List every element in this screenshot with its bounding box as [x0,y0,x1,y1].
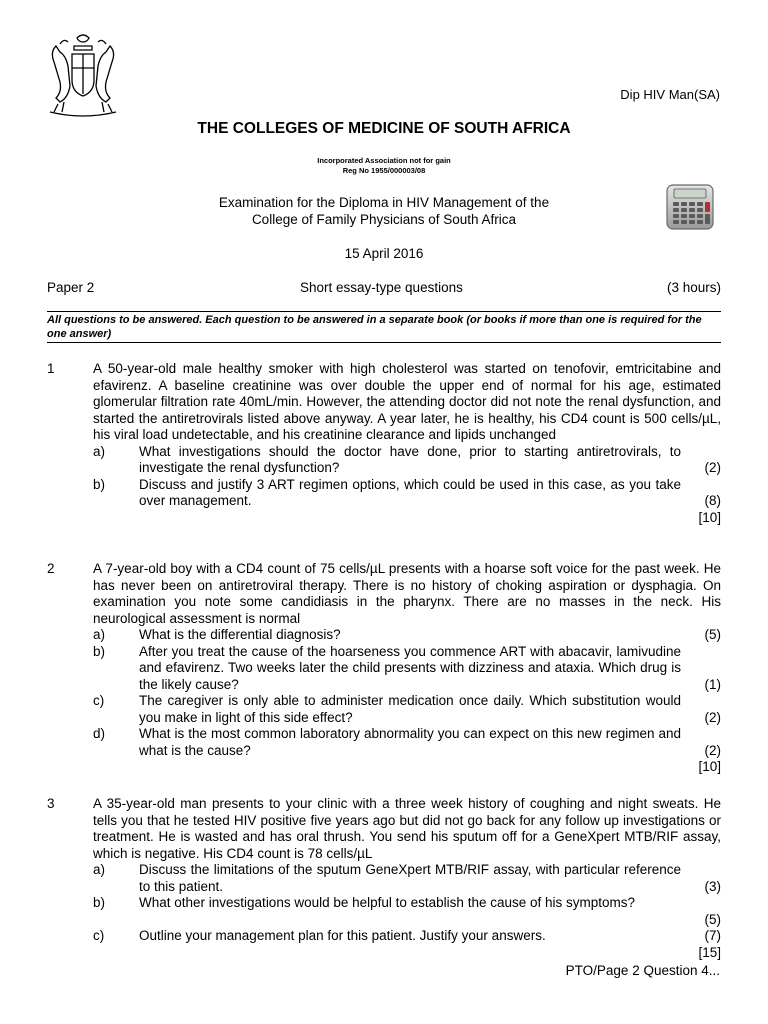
part-text: Discuss the limitations of the sputum GeneXpert MTB/RIF assay, with particular reference to this patient. [139,862,681,894]
question-1 [47,361,721,526]
exam-instructions: All questions to be answered. Each question to be answered in a separate book (or books if more than one is required for the one answer) [47,311,721,341]
paper-number: Paper 2 [47,280,95,295]
course-code: Dip HIV Man(SA) [620,87,720,102]
part-label: a) [93,862,106,877]
part-label: b) [93,895,106,910]
part-mark: (2) [704,742,721,758]
question-number: 1 [47,361,55,376]
part-label: a) [93,627,106,642]
instructions-divider [47,342,721,343]
question-stem: A 7-year-old boy with a CD4 count of 75 cells/µL presents with a hoarse soft voice for the past week. He has never been on antiretroviral therapy. There is no history of choking aspiration or dysphagia. On examination you note some candidiasis in the pharynx. There are no masses in the neck. His neurological assessment is normal [93,561,721,626]
question-total: [10] [698,759,721,774]
registration-number: Reg No 1955/000003/08 [342,166,426,175]
college-crest-logo [44,32,122,118]
incorporated-note: Incorporated Association not for gain [317,156,451,165]
part-text: The caregiver is only able to administer medication once daily. Which substitution would you make in light of this side effect? [139,693,681,725]
question-stem: A 35-year-old man presents to your clinic with a three week history of coughing and night sweats. He tells you that he tested HIV positive five years ago but did not go back for any follow up investigations or treatment. He is wasted and has oral thrush. You send his sputum off for a GeneXpert MTB/RIF assay, which is negative. His CD4 count is 78 cells/µL [93,796,721,861]
college-title: THE COLLEGES OF MEDICINE OF SOUTH AFRICA [197,120,571,137]
part-label: c) [93,693,105,708]
question-part [93,627,721,644]
question-3 [47,796,721,961]
exam-title-line2: College of Family Physicians of South Africa [251,212,517,227]
question-2 [47,561,721,776]
part-mark: (5) [704,911,721,927]
part-mark: (2) [704,460,721,475]
part-mark: (2) [704,709,721,725]
paper-duration: (3 hours) [666,280,721,295]
question-part [93,444,721,477]
part-text: After you treat the cause of the hoarseness you commence ART with abacavir, lamivudine and efavirenz. Two weeks later the child presents with dizziness and ataxia. Which drug is the likely cause? [139,643,681,692]
part-text: What is the most common laboratory abnormality you can expect on this new regimen and what is the cause? [139,726,681,758]
question-number: 2 [47,561,55,576]
part-text: What investigations should the doctor have done, prior to starting antiretrovirals, to investigate the renal dysfunction? [139,443,681,475]
exam-date: 15 April 2016 [344,246,424,261]
part-label: b) [93,476,106,492]
part-label: a) [93,443,106,459]
question-stem: A 50-year-old male healthy smoker with high cholesterol was started on tenofovir, emtricitabine and efavirenz. A baseline creatinine was over double the upper end of normal for his age, estimated glomerular filtration rate 40mL/min. However, the attending doctor did not note the renal dysfunction, and started the antiretrovirals listed above anyway. A year later, he is healthy, his CD4 count is 500 cells/µL, his viral load undetectable, and his creatinine clearance and lipids unchanged [93,361,721,442]
part-label: b) [93,643,106,659]
question-total: [10] [698,509,721,525]
question-part [93,895,721,928]
part-mark: (1) [704,676,721,692]
part-text: Outline your management plan for this patient. Justify your answers. [139,928,546,943]
part-text: What is the differential diagnosis? [139,627,341,642]
question-part [93,928,721,945]
part-text: What other investigations would be helpful to establish the cause of his symptoms? [139,895,636,910]
part-label: d) [93,726,106,741]
question-part [93,726,721,759]
part-label: c) [93,928,105,943]
exam-title-line1: Examination for the Diploma in HIV Management of the [218,195,550,210]
calculator-icon [665,183,715,231]
page-turn-note: PTO/Page 2 Question 4... [565,963,720,978]
part-mark: (7) [704,928,721,943]
part-mark: (8) [704,493,721,508]
part-text: Discuss and justify 3 ART regimen options, which could be used in this case, as you take over management. [139,476,681,508]
question-number: 3 [47,796,55,811]
part-mark: (3) [704,878,721,894]
question-part [93,477,721,510]
part-mark: (5) [704,627,721,642]
question-total: [15] [698,944,721,960]
question-part [93,693,721,726]
paper-type: Short essay-type questions [300,280,463,295]
question-part [93,862,721,895]
question-part [93,644,721,694]
